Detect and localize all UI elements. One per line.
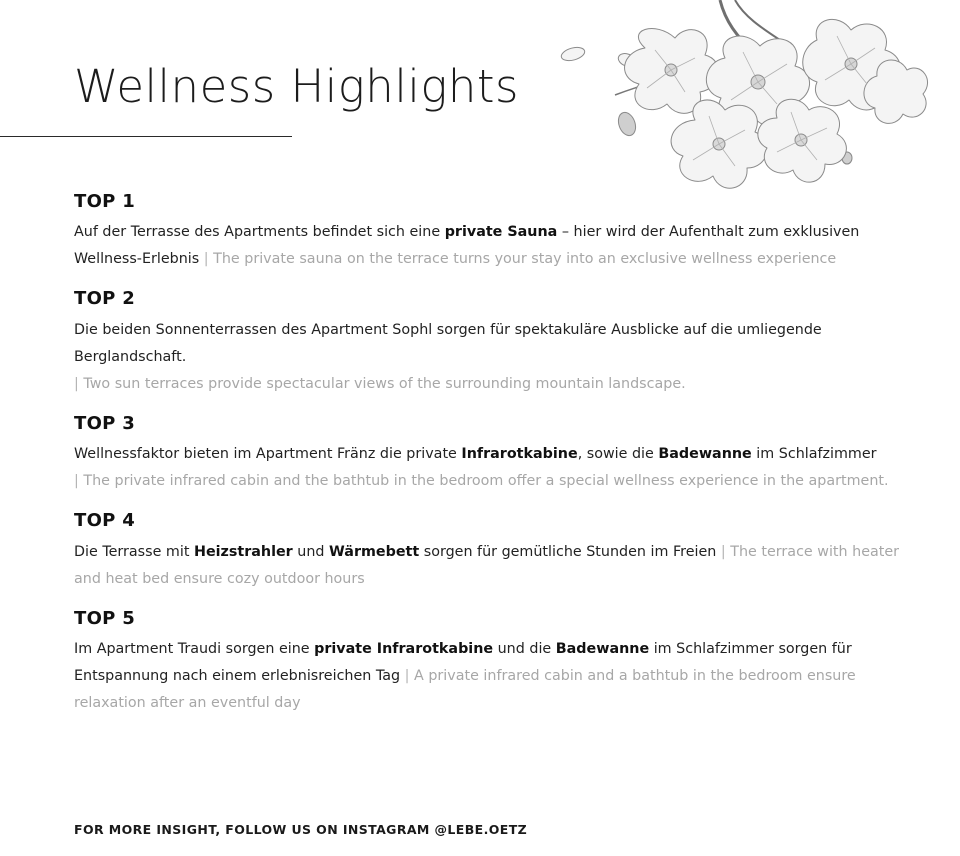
text-de: im Schlafzimmer <box>751 446 877 463</box>
text-en: The private sauna on the terrace turns your stay into an exclusive wellness experience <box>213 251 837 268</box>
text-de: Auf der Terrasse des Apartments befindet sich eine <box>74 224 445 241</box>
highlight-text <box>74 317 914 398</box>
highlights-list <box>74 190 914 731</box>
highlight-text <box>74 219 914 273</box>
text-de-bold: private Sauna <box>444 224 558 241</box>
title-underline <box>0 136 292 137</box>
text-de: Die beiden Sonnenterrassen des Apartment Sophl sorgen für spektakuläre Ausblicke auf die umliegende Berglandschaft. <box>74 321 822 365</box>
highlight-heading: TOP 4 <box>74 510 136 532</box>
separator: | <box>203 251 209 268</box>
highlight-item-1 <box>74 190 914 273</box>
text-en: A private infrared cabin and a bathtub in the bedroom ensure relaxation after an eventful day <box>74 667 856 711</box>
text-en: The terrace with heater and heat bed ensure cozy outdoor hours <box>74 543 900 587</box>
text-de-bold: Infrarotkabine <box>461 446 578 463</box>
highlight-heading: TOP 2 <box>74 288 136 310</box>
text-de: – hier wird der Aufenthalt zum exklusiven Wellness-Erlebnis <box>74 224 860 268</box>
highlight-item-4 <box>74 509 914 592</box>
highlight-item-3 <box>74 412 914 495</box>
highlight-text <box>74 636 914 717</box>
text-de-bold: private Infrarotkabine <box>314 640 494 657</box>
instagram-footer: FOR MORE INSIGHT, FOLLOW US ON INSTAGRAM @LEBE.OETZ <box>74 822 528 837</box>
text-de-bold: Badewanne <box>555 640 650 657</box>
text-de: , sowie die <box>577 446 659 463</box>
separator: | <box>74 473 79 490</box>
text-de-bold: Heizstrahler <box>193 543 293 560</box>
text-de: sorgen für gemütliche Stunden im Freien <box>419 543 717 560</box>
highlight-heading: TOP 5 <box>74 607 136 629</box>
text-en: The private infrared cabin and the bathtub in the bedroom offer a special wellness experience in the apartment. <box>83 473 889 490</box>
text-en: Two sun terraces provide spectacular views of the surrounding mountain landscape. <box>83 375 686 392</box>
text-de-bold: Wärmebett <box>329 543 420 560</box>
highlight-text <box>74 539 914 593</box>
text-de: Im Apartment Traudi sorgen eine <box>74 640 315 657</box>
text-de: und <box>292 543 330 560</box>
highlight-item-2 <box>74 287 914 397</box>
text-de-bold: Badewanne <box>658 446 752 463</box>
highlight-heading: TOP 3 <box>74 412 136 434</box>
separator: | <box>720 543 726 560</box>
text-de: und die <box>493 640 556 657</box>
text-de: Die Terrasse mit <box>74 543 194 560</box>
text-de: Wellnessfaktor bieten im Apartment Fränz die private <box>74 446 462 463</box>
separator: | <box>74 375 79 392</box>
separator: | <box>404 667 410 684</box>
highlight-item-5 <box>74 607 914 717</box>
highlight-heading: TOP 1 <box>74 191 136 212</box>
highlight-text <box>74 441 914 495</box>
flower-illustration <box>555 0 930 215</box>
page-title: Wellness Highlights <box>74 60 519 113</box>
text-de: im Schlafzimmer sorgen für Entspannung nach einem erlebnisreichen Tag <box>74 640 852 684</box>
